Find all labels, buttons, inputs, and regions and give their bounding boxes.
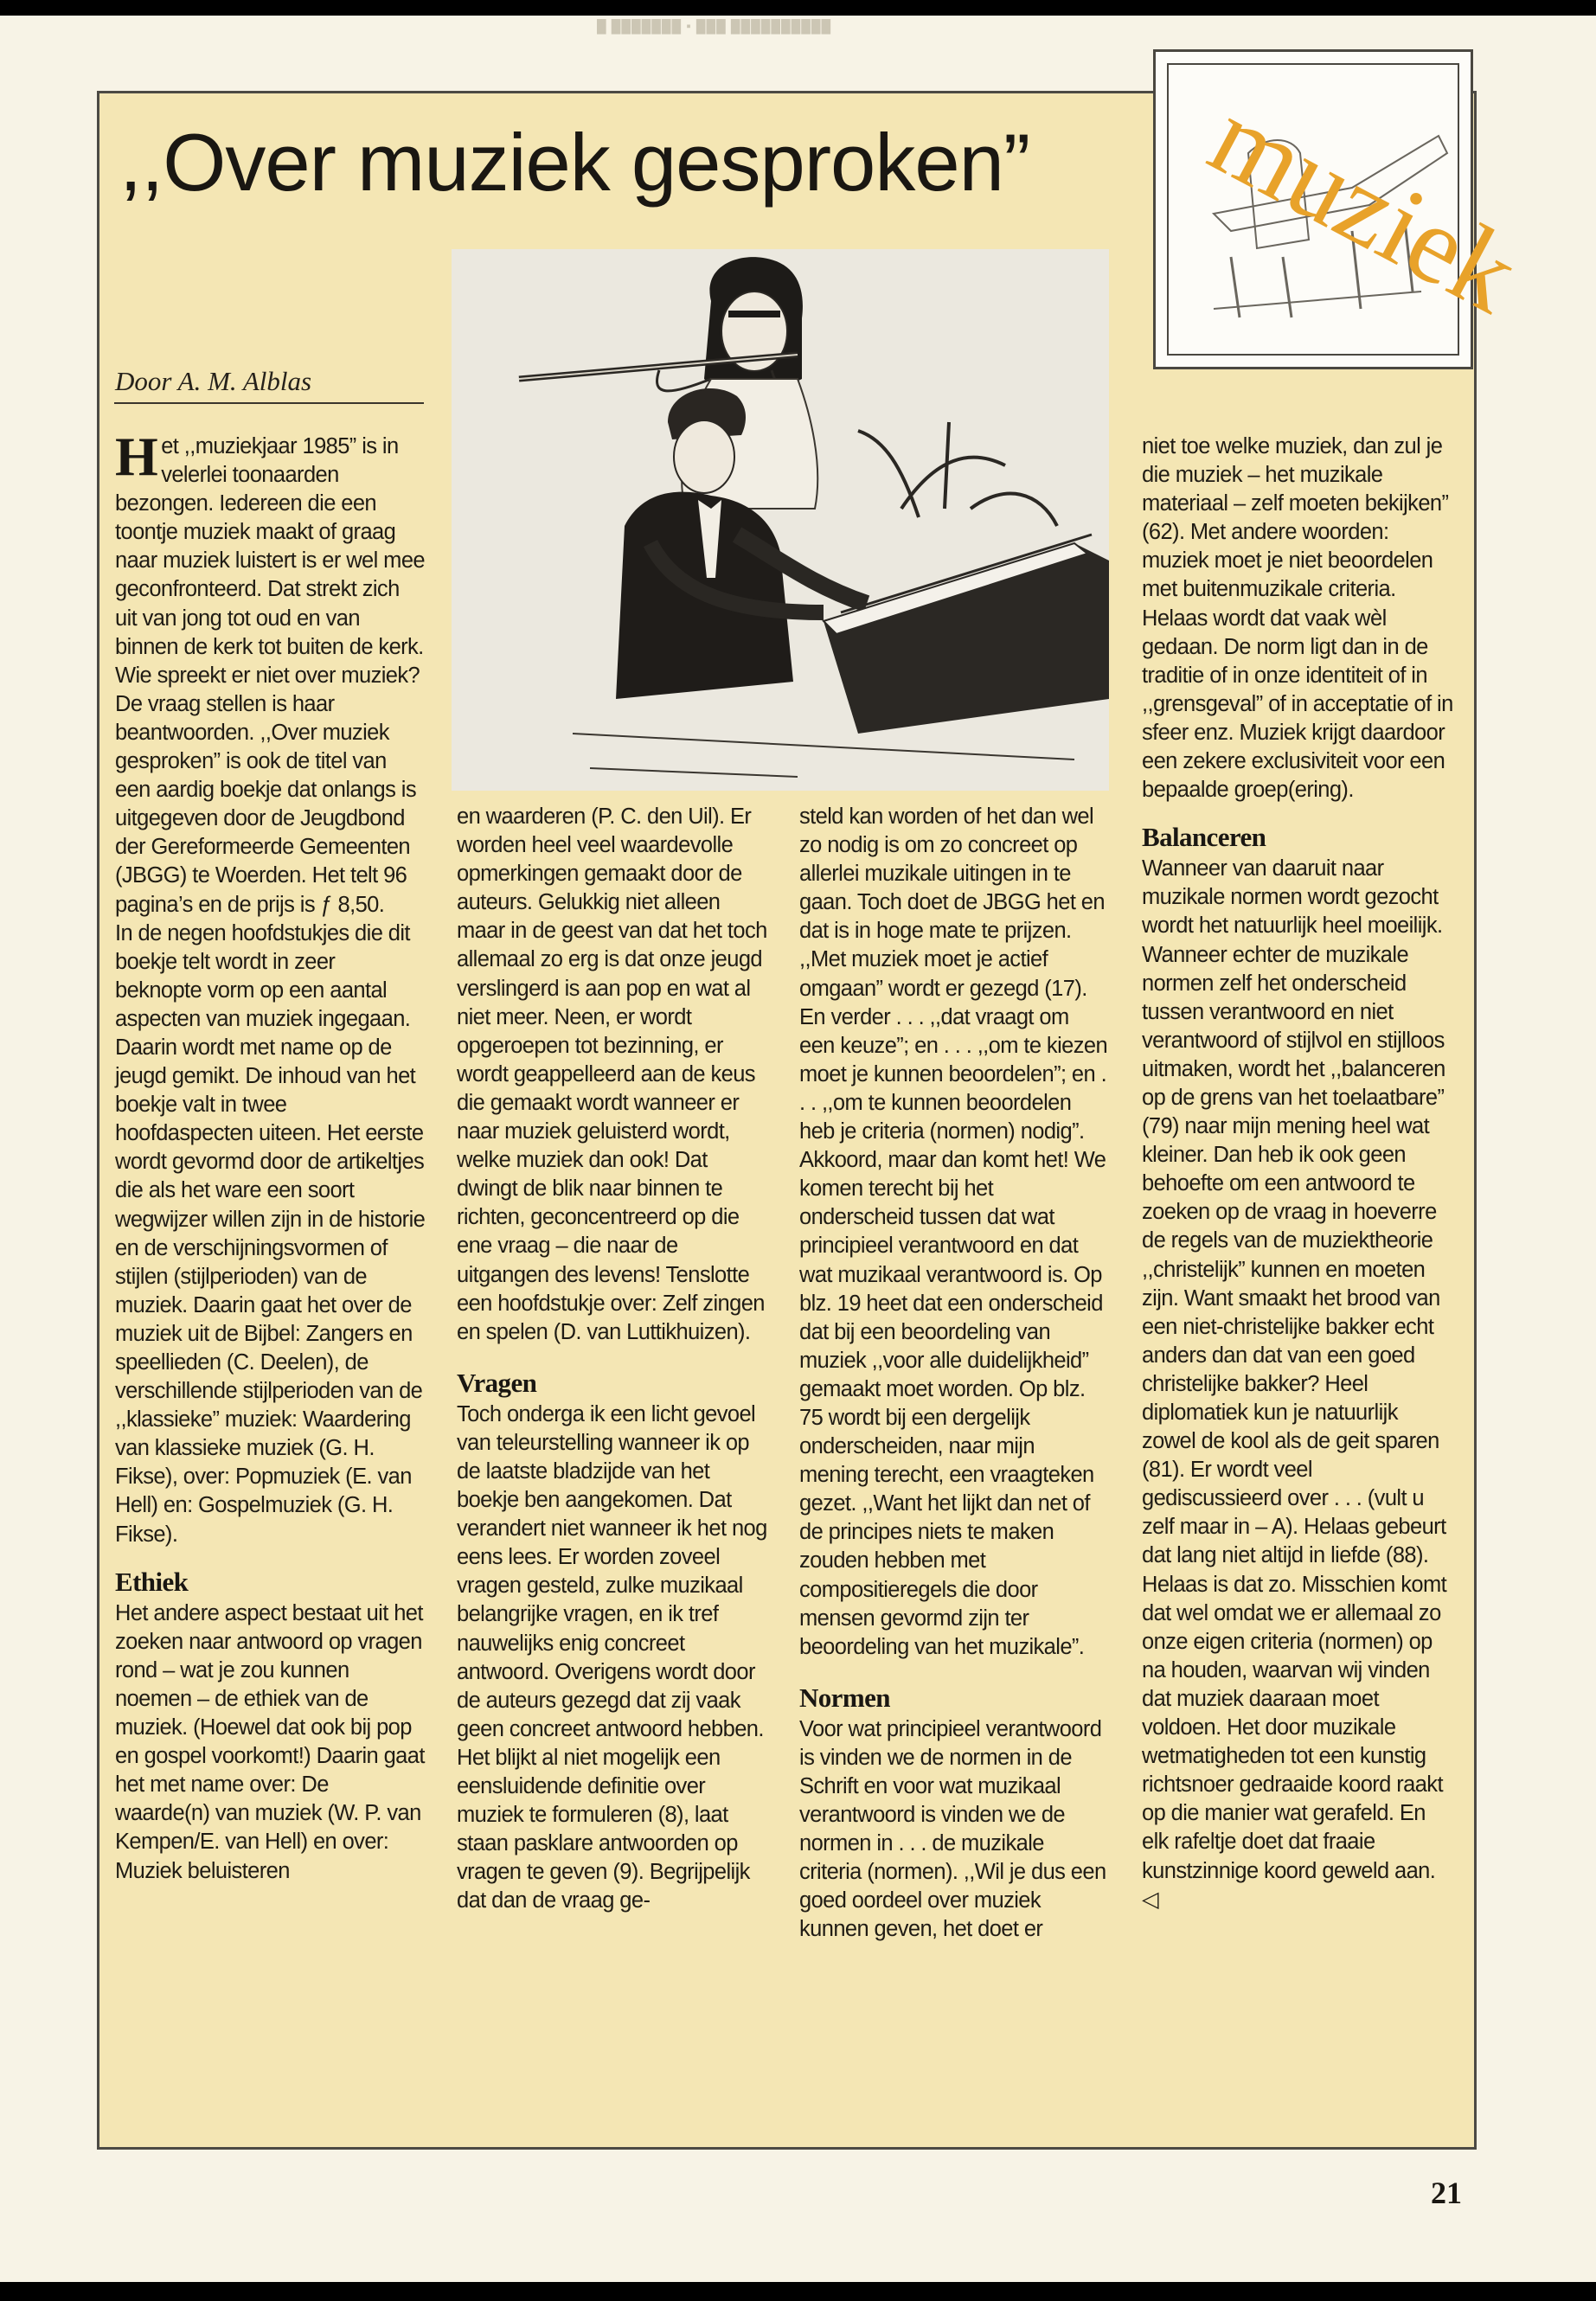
muziek-section-logo — [1153, 49, 1538, 369]
logo-word: muziek — [1191, 74, 1538, 336]
faded-header-text: █ ███████ ▪ ███ ██████████ — [597, 19, 832, 34]
byline: Door A. M. Alblas — [115, 366, 312, 396]
paragraph: Het ,,muziekjaar 1985” is in velerlei toonaarden bezongen. Iedereen die een toontje muziek maakt of graag naar muziek luistert is er wel mee geconfronteerd. Dat strekt zich uit van jong tot oud en van binnen de kerk tot buiten de kerk. Wie spreekt er niet over muziek? De vraag stellen is haar beantwoorden. ,,Over muziek gesproken” is ook de titel van een aardig boekje dat onlangs is uitgegeven door de Jeugdbond der Gereformeerde Gemeenten (JBGG) te Woerden. Het telt 96 pagina’s en de prijs is ƒ 8,50. — [115, 426, 425, 917]
illustration-flute-piano — [452, 249, 1109, 791]
paragraph: Helaas is dat zo. Misschien komt dat wel omdat we er allemaal zo onze eigen criteria (normen) op na houden, waarvan wij vinden dat muziek daaraan moet voldoen. Het door muzikale wetmatigheden tot een kunstig richtsnoer gedraaide koord raakt op die manier wat gerafeld. En elk rafeltje doet dat fraaie kunstzinnige koord geweld aan. ◁ — [1142, 1572, 1447, 1912]
drawing — [452, 249, 1109, 791]
column-1 — [115, 426, 426, 1886]
page-number: 21 — [1431, 2176, 1462, 2210]
paragraph: Toch onderga ik een licht gevoel van teleurstelling wanneer ik op de laatste bladzijde van het boekje ben aangekomen. Dat verandert niet wanneer ik het nog eens lees. Er worden zoveel vragen gesteld, zulke muzikaal belangrijke vragen, en ik tref nauwelijks enig concreet antwoord. Overigens wordt door de auteurs gezegd dat zij vaak geen concreet antwoord hebben. Het blijkt al niet mogelijk een eensluidende definitie over muziek te formuleren (8), laat staan pasklare antwoorden op vragen te geven (9). Begrijpelijk dat dan de vraag ge- — [457, 1401, 767, 1913]
paragraph: Voor wat principieel verantwoord is vinden we de normen in de Schrift en voor wat muzikaal verantwoord is vinden we de normen in . . . de muzikale criteria (normen). ,,Wil je dus een goed oordeel over muziek kunnen geven, het doet er — [799, 1716, 1106, 1942]
drop-cap: H — [115, 426, 158, 487]
byline-rule — [114, 402, 424, 404]
paragraph: Wanneer van daaruit naar muzikale normen wordt gezocht wordt het natuurlijk heel moeilijk. Wanneer echter de muzikale normen zelf het onderscheid tussen verantwoord en niet verantwoord of stijlvol en stijlloos uitmaken, wordt het ,,balanceren op de grens van het toelaatbare” (79) naar mijn mening heel wat kleiner. Dan heb ik ook geen behoefte om een antwoord te zoeken op de vraag in hoeverre de regels van de muziektheorie ,,christelijk” kunnen en moeten zijn. Want smaakt het brood van een niet-christelijke bakker echt anders dan dat van een goed christelijke bakker? Heel diplomatiek kun je natuurlijk zowel de kool als de geit sparen (81). Er wordt veel gediscussieerd over . . . (vult u zelf maar in – A). Helaas gebeurt dat lang niet altijd in liefde (88). — [1142, 856, 1446, 1568]
section-heading: Balanceren — [1142, 822, 1266, 853]
section-heading: Ethiek — [115, 1566, 189, 1597]
column-3 — [799, 803, 1109, 1945]
paragraph: In de negen hoofdstukjes die dit boekje telt wordt in zeer beknopte vorm op een aantal aspecten van muziek ingegaan. Daarin wordt met name op de jeugd gemikt. De inhoud van het boekje valt in twee hoofdaspecten uiteen. Het eerste wordt gevormd door de artikeltjes die als het ware een soort wegwijzer willen zijn in de historie en de verschijningsvormen of stijlen (stijlperioden) van de muziek. Daarin gaat het over de muziek uit de Bijbel: Zangers en speellieden (C. Deelen), de verschillende stijlperioden van de ,,klassieke” muziek: Waardering van klassieke muziek (G. H. Fikse), over: Popmuziek (E. van Hell) en: Gospelmuziek (G. H. Fikse). — [115, 920, 426, 1547]
column-4 — [1142, 433, 1453, 1914]
article-title: ,,Over muziek gesproken” — [119, 117, 1030, 208]
paragraph: en waarderen (P. C. den Uil). Er worden heel veel waardevolle opmerkingen gemaakt door de auteurs. Gelukkig niet alleen maar in de geest van dat het toch allemaal zo erg is dat onze jeugd verslingerd is aan pop en wat al niet meer. Neen, er wordt opgeroepen tot bezinning, er wordt geappelleerd aan de keus die gemaakt wordt wanneer er naar muziek geluisterd wordt, welke muziek dan ook! Dat dwingt de blik naar binnen te richten, geconcentreerd op die ene vraag – die naar de uitgangen des levens! Tenslotte een hoofdstukje over: Zelf zingen en spelen (D. van Luttikhuizen). — [457, 804, 767, 1344]
paragraph: Het andere aspect bestaat uit het zoeken naar antwoord op vragen rond – wat je zou kunnen noemen – de ethiek van de muziek. (Hoewel dat ook bij pop en gospel voorkomt!) Daarin gaat het met name over: De waarde(n) van muziek (W. P. van Kempen/E. van Hell) en over: Muziek beluisteren — [115, 1600, 425, 1883]
paragraph: steld kan worden of het dan wel zo nodig is om zo concreet op allerlei muzikale uitingen in te gaan. Toch doet de JBGG het en dat is in hoge mate te prijzen. — [799, 804, 1105, 944]
section-heading: Vragen — [457, 1367, 537, 1398]
section-heading: Normen — [799, 1682, 890, 1713]
column-2 — [457, 803, 768, 1915]
paragraph: ,,Met muziek moet je actief omgaan” wordt er gezegd (17). En verder . . . ,,dat vraagt om een keuze”; en . . . ,,om te kiezen moet je kunnen beoordelen”; en . . . ,,om te kunnen beoordelen heb je criteria (normen) nodig”. Akkoord, maar dan komt het! We komen terecht bij het onderscheid tussen dat wat principieel verantwoord en dat wat muzikaal verantwoord is. Op blz. 19 heet dat een onderscheid dat bij een beoordeling van muziek ,,voor alle duidelijkheid” gemaakt moet worden. Op blz. 75 wordt bij een dergelijk onderscheiden, naar mijn mening terecht, een vraagteken gezet. ,,Want het lijkt dan net of de principes niets te maken zouden hebben met compositieregels die door mensen gevormd zijn ter beoordeling van het muzikale”. — [799, 947, 1108, 1659]
paragraph: niet toe welke muziek, dan zul je die muziek – het muzikale materiaal – zelf moeten bekijken” (62). Met andere woorden: muziek moet je niet beoordelen met buitenmuzikale criteria. Helaas wordt dat vaak wèl gedaan. De norm ligt dan in de traditie of in onze identiteit of in ,,grensgeval” of in acceptatie of in sfeer enz. Muziek krijgt daardoor een zekere exclusiviteit voor een bepaalde groep(ering). — [1142, 434, 1453, 803]
